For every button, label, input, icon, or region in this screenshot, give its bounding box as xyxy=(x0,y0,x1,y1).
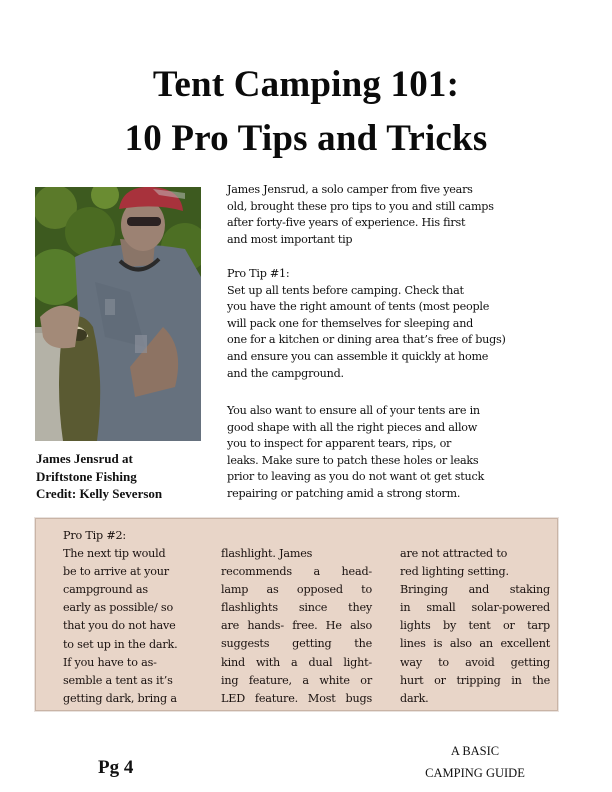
text-line: dark. xyxy=(400,691,429,705)
text-line: lights by tent or tarp xyxy=(400,619,550,633)
tip-2-column-3 xyxy=(400,545,550,708)
text-line: red lighting setting. xyxy=(400,565,509,579)
caption-line: Credit: Kelly Severson xyxy=(36,486,163,501)
camper-photo xyxy=(35,187,201,441)
guide-title-line-1: A BASIC xyxy=(450,744,500,758)
text-line: that you do not have xyxy=(63,619,176,633)
pro-tip-1 xyxy=(227,266,547,382)
caption-line: James Jensrud at xyxy=(36,451,133,466)
text-line: are not attracted to xyxy=(400,547,508,560)
tip-2-column-1 xyxy=(63,527,198,708)
text-line: and ensure you can assemble it quickly at home xyxy=(227,349,489,363)
text-line: old, brought these pro tips to you and still camps xyxy=(227,199,494,213)
text-line: hurt or tripping in the xyxy=(400,673,550,687)
photo-illustration xyxy=(35,187,201,441)
text-line: one for a kitchen or dining area that’s free of bugs) xyxy=(227,333,506,347)
text-line: good shape with all the right pieces and allow xyxy=(227,420,478,434)
tip-2-column-2 xyxy=(221,545,372,708)
text-line: kind with a dual light- xyxy=(221,655,372,669)
text-line: James Jensrud, a solo camper from five years xyxy=(227,183,473,196)
pro-tip-2-box xyxy=(35,518,558,711)
title-line-1: Tent Camping 101: xyxy=(152,64,460,105)
text-line: suggests getting the xyxy=(221,637,372,651)
text-line: in small solar-powered xyxy=(400,601,550,615)
text-line: LED feature. Most bugs xyxy=(221,691,372,705)
text-line: campground as xyxy=(63,583,148,597)
text-line: to set up in the dark. xyxy=(63,637,178,651)
caption-line: Driftstone Fishing xyxy=(36,468,137,484)
text-line: are hands- free. He also xyxy=(221,619,372,633)
text-line: flashlight. James xyxy=(221,547,313,560)
text-line: lines is also an excellent xyxy=(400,637,550,651)
text-line: repairing or patching amid a strong storm. xyxy=(227,486,461,500)
text-line: lamp as opposed to xyxy=(221,583,372,597)
text-line: and the campground. xyxy=(227,366,344,380)
text-line: prior to leaving as you do not want ot get stuck xyxy=(227,470,485,484)
text-line: Bringing and staking xyxy=(400,583,550,597)
guide-title xyxy=(405,740,545,784)
title-line-2: 10 Pro Tips and Tricks xyxy=(124,118,488,159)
text-line: way to avoid getting xyxy=(400,655,550,669)
text-line: getting dark, bring a xyxy=(63,691,177,705)
tip-1-heading: Pro Tip #1: xyxy=(227,267,290,280)
text-line: Set up all tents before camping. Check that xyxy=(227,283,464,297)
text-line: you have the right amount of tents (most people xyxy=(227,300,490,314)
text-line: after forty-five years of experience. His first xyxy=(227,216,466,230)
photo-caption xyxy=(36,450,221,503)
text-line: semble a tent as it’s xyxy=(63,673,173,687)
tip-2-heading: Pro Tip #2: xyxy=(63,529,126,542)
text-line: ing feature, a white or xyxy=(221,673,372,687)
text-line: early as possible/ so xyxy=(63,601,173,615)
guide-title-line-2: CAMPING GUIDE xyxy=(425,766,525,780)
text-line: You also want to ensure all of your tents are in xyxy=(227,404,480,417)
text-line: If you have to as- xyxy=(63,655,157,669)
text-line: you to inspect for apparent tears, rips, or xyxy=(227,437,452,451)
text-line: recommends a head- xyxy=(221,565,372,579)
text-line: The next tip would xyxy=(63,547,166,561)
page-number: Pg 4 xyxy=(98,757,134,778)
text-line: leaks. Make sure to patch these holes or leaks xyxy=(227,453,479,467)
text-line: flashlights since they xyxy=(221,601,372,615)
pro-tip-1-paragraph-2 xyxy=(227,403,547,503)
intro-paragraph xyxy=(227,182,547,248)
text-line: and most important tip xyxy=(227,232,353,246)
text-line: be to arrive at your xyxy=(63,565,169,579)
text-line: will pack one for themselves for sleeping and xyxy=(227,316,474,330)
